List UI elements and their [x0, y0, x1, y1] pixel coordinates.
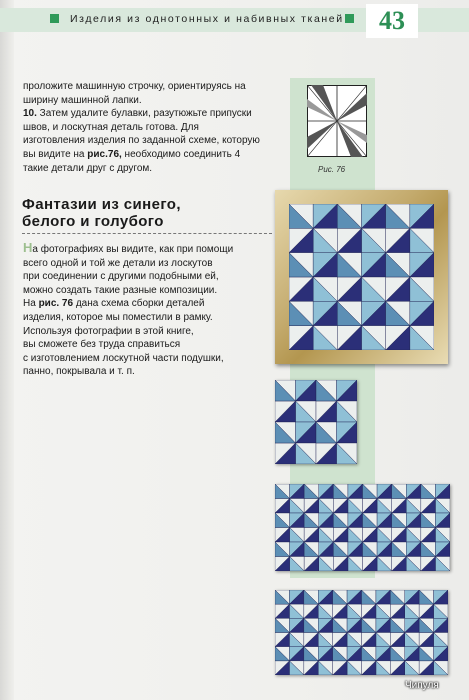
quilt-svg-bottom	[275, 590, 448, 675]
text-span: На	[23, 298, 39, 310]
text-line: изготовления изделия по заданной схеме, которую	[23, 135, 260, 147]
figure-caption: Рис. 76	[318, 165, 346, 174]
running-header-title: Изделия из однотонных и набивных тканей	[70, 13, 344, 25]
step-text: Затем удалите булавки, разутюжьте припуски	[36, 108, 252, 120]
figure-reference: рис.76,	[87, 148, 122, 160]
framed-quilt-photo	[275, 190, 448, 364]
quilt-pattern	[289, 204, 434, 350]
text-line	[23, 107, 278, 121]
watermark: Чипуля	[405, 680, 439, 691]
bottom-quilt-panel	[275, 590, 448, 675]
wide-quilt-panel	[275, 484, 450, 571]
text-span: необходимо соединить 4	[121, 148, 241, 160]
text-span: дана схема сборки деталей	[73, 298, 205, 310]
quilt-svg-framed	[289, 204, 434, 350]
step-number: 10.	[23, 108, 37, 120]
heading-divider	[22, 233, 272, 234]
assembly-diagram	[307, 85, 367, 157]
text-span: вы видите на	[23, 148, 88, 160]
framed-quilt-panel	[289, 204, 434, 350]
text-line: всего одной и той же детали из лоскутов	[23, 257, 213, 269]
text-line	[23, 148, 278, 162]
single-quilt-block	[275, 380, 357, 464]
heading-line: Фантазии из синего,	[22, 196, 181, 213]
drop-cap: Н	[23, 240, 33, 255]
assembly-diagram-svg	[307, 85, 367, 157]
book-spine-shadow	[0, 0, 14, 700]
heading-line: белого и голубого	[22, 213, 164, 230]
text-line: ширину машинной лапки.	[23, 94, 142, 106]
text-line: вы сможете без труда справиться	[23, 339, 181, 351]
text-line: можно создать такие разные композиции.	[23, 284, 218, 296]
text-line	[23, 297, 285, 311]
header-square-icon	[345, 14, 354, 23]
section-paragraph	[23, 241, 285, 379]
page-number: 43	[366, 4, 418, 38]
quilt-svg-wide	[275, 484, 450, 571]
intro-paragraph	[23, 80, 278, 175]
text-line: Используя фотографии в этой книге,	[23, 325, 194, 337]
text-line: такие детали друг с другом.	[23, 162, 153, 174]
section-heading	[22, 196, 267, 230]
quilt-svg-single	[275, 380, 357, 464]
text-span: а фотографиях вы видите, как при помощи	[32, 244, 234, 255]
text-line: панно, покрывала и т. п.	[23, 366, 135, 378]
text-line: изделия, которое мы поместили в рамку.	[23, 311, 213, 323]
header-square-icon	[50, 14, 59, 23]
text-line: швов, и лоскутная деталь готова. Для	[23, 121, 199, 133]
text-line: при соединении с другими подобными ей,	[23, 271, 219, 283]
text-line: с изготовлением лоскутной части подушки,	[23, 352, 224, 364]
figure-reference: рис. 76	[38, 298, 74, 310]
text-line: проложите машинную строчку, ориентируясь на	[23, 81, 246, 92]
text-line	[23, 241, 285, 257]
